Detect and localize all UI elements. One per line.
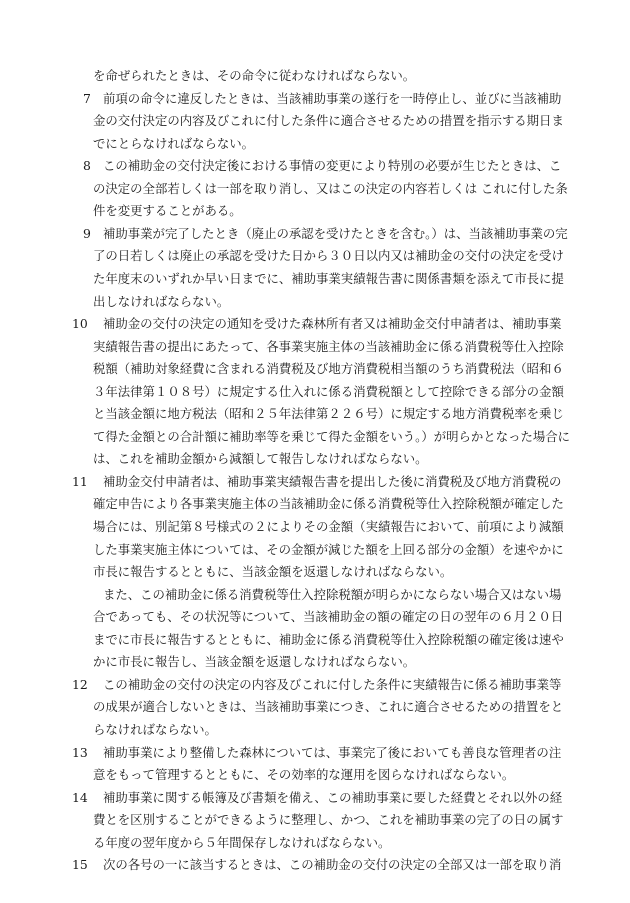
paragraph-line xyxy=(0,448,630,470)
paragraph-text: 補助事業により整備した森林については、事業完了後においても善良な管理者の注 xyxy=(103,744,562,760)
paragraph-text: た年度末のいずれか早い日までに、補助事業実績報告書に関係書類を添えて市長に提 xyxy=(93,270,564,286)
paragraph-line xyxy=(0,493,630,515)
paragraph-line xyxy=(0,832,630,854)
paragraph-line xyxy=(0,313,630,335)
paragraph-line xyxy=(0,200,630,222)
paragraph-line xyxy=(0,674,630,696)
paragraph-number: 11 xyxy=(72,473,88,489)
paragraph-line xyxy=(0,651,630,673)
paragraph-line xyxy=(0,88,630,110)
paragraph-text: 件を変更することがある。 xyxy=(93,203,242,219)
paragraph-line xyxy=(0,65,630,87)
paragraph-line xyxy=(0,426,630,448)
paragraph-number: 14 xyxy=(72,789,88,805)
paragraph-text: 金の交付決定の内容及びこれに付した条件に適合させるための措置を指示する期日ま xyxy=(93,113,564,129)
paragraph-line xyxy=(0,110,630,132)
paragraph-line xyxy=(0,381,630,403)
paragraph-text: 費とを区別することができるように整理し、かつ、これを補助事業の完了の日の属す xyxy=(93,812,564,828)
paragraph-text: した事業実施主体については、その金額が減じた額を上回る部分の金額）を速やかに xyxy=(93,541,564,557)
paragraph-text: 確定申告により各事業実施主体の当該補助金に係る消費税等仕入控除税額が確定した xyxy=(93,496,564,512)
paragraph-line xyxy=(0,719,630,741)
paragraph-text: 市長に報告するとともに、当該金額を返還しなければならない。 xyxy=(93,564,453,580)
paragraph-line xyxy=(0,516,630,538)
paragraph-text: 実績報告書の提出にあたって、各事業実施主体の当該補助金に係る消費税等仕入控除 xyxy=(93,338,564,354)
paragraph-number: 15 xyxy=(72,857,88,873)
paragraph-number: 9 xyxy=(83,225,91,241)
paragraph-line xyxy=(0,561,630,583)
paragraph-line xyxy=(0,606,630,628)
paragraph-text: でにとらなければならない。 xyxy=(93,135,255,151)
paragraph-line xyxy=(0,584,630,606)
paragraph-text: 次の各号の一に該当するときは、この補助金の交付の決定の全部又は一部を取り消 xyxy=(103,857,562,873)
paragraph-line xyxy=(0,291,630,313)
paragraph-text: の決定の全部若しくは一部を取り消し、又はこの決定の内容若しくは これに付した条 xyxy=(93,180,568,196)
paragraph-line xyxy=(0,245,630,267)
paragraph-line xyxy=(0,178,630,200)
paragraph-text: 前項の命令に違反したときは、当該補助事業の遂行を一時停止し、並びに当該補助 xyxy=(103,90,562,106)
paragraph-text: の成果が適合しないときは、当該補助事業につき、これに適合させるための措置をと xyxy=(93,699,564,715)
paragraph-line xyxy=(0,539,630,561)
paragraph-line xyxy=(0,764,630,786)
paragraph-number: 7 xyxy=(83,90,91,106)
paragraph-line xyxy=(0,358,630,380)
paragraph-text: 合であっても、その状況等について、当該補助金の額の確定の日の翌年の６月２０日 xyxy=(93,609,564,625)
paragraph-text: また、この補助金に係る消費税等仕入控除税額が明らかにならない場合又はない場 xyxy=(103,586,562,602)
paragraph-text: らなければならない。 xyxy=(93,721,217,737)
paragraph-text: を命ぜられたときは、その命令に従わなければならない。 xyxy=(93,68,416,83)
paragraph-line xyxy=(0,336,630,358)
paragraph-text: 補助金交付申請者は、補助事業実績報告書を提出した後に消費税及び地方消費税の xyxy=(103,473,562,489)
paragraph-text: この補助金の交付の決定の内容及びこれに付した条件に実績報告に係る補助事業等 xyxy=(103,676,562,692)
paragraph-text: て得た金額との合計額に補助率等を乗じて得た金額をいう。）が明らかとなった場合に xyxy=(93,428,571,444)
paragraph-text: 了の日若しくは廃止の承認を受けた日から３０日以内又は補助金の交付の決定を受け xyxy=(93,248,564,264)
paragraph-text: 補助事業が完了したとき（廃止の承認を受けたときを含む。）は、当該補助事業の完 xyxy=(103,225,568,241)
paragraph-line xyxy=(0,629,630,651)
paragraph-text: この補助金の交付決定後における事情の変更により特別の必要が生じたときは、こ xyxy=(103,158,562,174)
paragraph-text: ３年法律第１０８号）に規定する仕入れに係る消費税額として控除できる部分の金額 xyxy=(93,383,564,399)
paragraph-line xyxy=(0,809,630,831)
paragraph-line xyxy=(0,223,630,245)
paragraph-number: 10 xyxy=(72,316,88,332)
paragraph-text: と当該金額に地方税法（昭和２５年法律第２２６号）に規定する地方消費税率を乗じ xyxy=(93,406,564,422)
paragraph-line xyxy=(0,155,630,177)
paragraph-text: かに市長に報告し、当該金額を返還しなければならない。 xyxy=(93,654,416,670)
paragraph-line xyxy=(0,742,630,764)
paragraph-text: 出しなければならない。 xyxy=(93,293,230,309)
paragraph-text: までに市長に報告するとともに、補助金に係る消費税等仕入控除税額の確定後は速や xyxy=(93,631,564,647)
paragraph-number: 13 xyxy=(72,744,88,760)
paragraph-text: 補助金の交付の決定の通知を受けた森林所有者又は補助金交付申請者は、補助事業 xyxy=(103,316,562,332)
paragraph-text: は、これを補助金額から減額して報告しなければならない。 xyxy=(93,451,428,467)
paragraph-line xyxy=(0,133,630,155)
paragraph-line xyxy=(0,787,630,809)
paragraph-line xyxy=(0,471,630,493)
paragraph-text: 場合には、別記第８号様式の２によりその金額（実績報告において、前項により減額 xyxy=(93,519,564,534)
paragraph-text: 補助事業に関する帳簿及び書類を備え、この補助事業に要した経費とそれ以外の経 xyxy=(103,789,563,805)
paragraph-line xyxy=(0,268,630,290)
paragraph-text: る年度の翌年度から５年間保存しなければならない。 xyxy=(93,834,391,850)
paragraph-number: 12 xyxy=(72,676,88,692)
paragraph-text: 意をもって管理するとともに、その効率的な運用を図らなければならない。 xyxy=(93,767,515,783)
paragraph-text: 税額（補助対象経費に含まれる消費税及び地方消費税相当額のうち消費税法（昭和６ xyxy=(93,361,564,377)
paragraph-line xyxy=(0,854,630,876)
paragraph-line xyxy=(0,403,630,425)
paragraph-number: 8 xyxy=(83,158,91,174)
paragraph-line xyxy=(0,696,630,718)
